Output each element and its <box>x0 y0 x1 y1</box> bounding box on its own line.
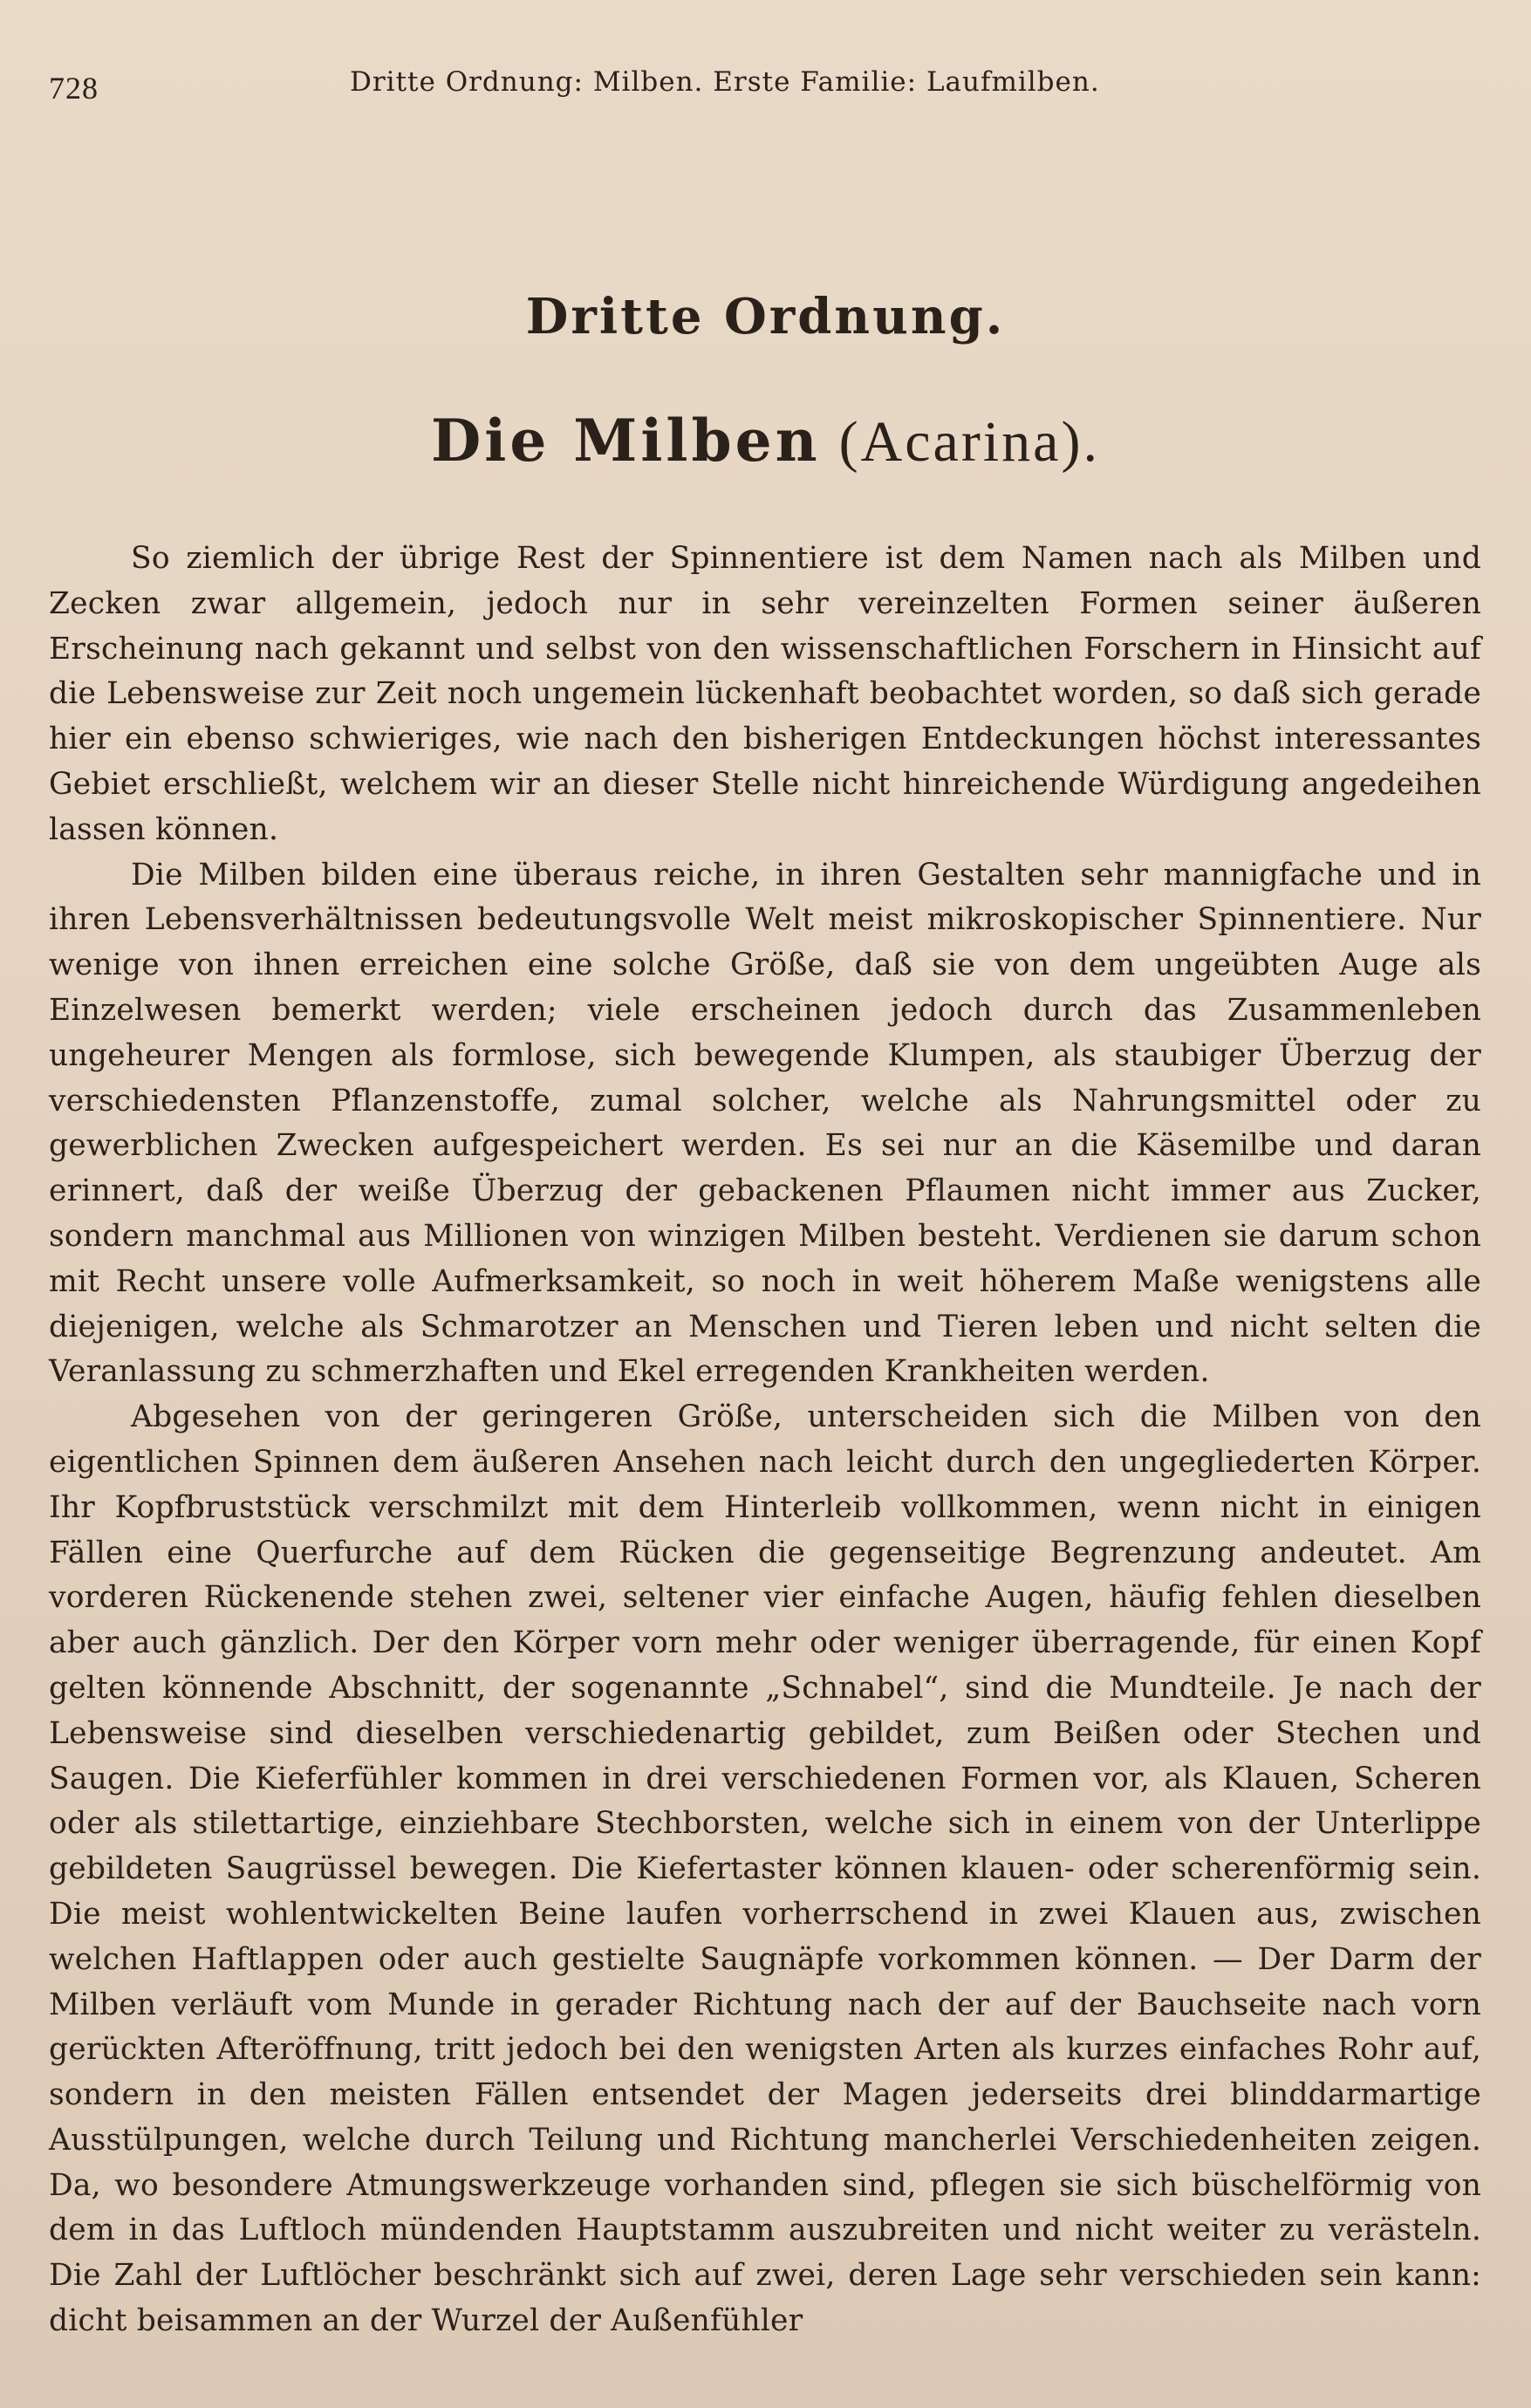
family-heading <box>0 401 1531 482</box>
paragraph-2: Die Milben bilden eine überaus reiche, in ihren Gestalten sehr mannigfache und in ihren Lebensverhältnissen bedeutungsvolle Welt meist mikroskopischer Spinnentiere. Nur wenige von ihnen erreichen eine solche Größe, daß sie von dem ungeübten Auge als Einzelwesen bemerkt werden; viele erscheinen jedoch durch das Zusammenleben ungeheurer Mengen als formlose, sich bewegende Klumpen, als staubiger Überzug der verschiedensten Pflanzenstoffe, zumal solcher, welche als Nahrungsmittel oder zu gewerblichen Zwecken aufgespeichert werden. Es sei nur an die Käsemilbe und daran erinnert, daß der weiße Überzug der gebackenen Pflaumen nicht immer aus Zucker, sondern manchmal aus Millionen von winzigen Milben besteht. Verdienen sie darum schon mit Recht unsere volle Aufmerksamkeit, so noch in weit höherem Maße wenigstens alle diejenigen, welche als Schmarotzer an Menschen und Tieren leben und nicht selten die Veranlassung zu schmerzhaften und Ekel erregenden Krankheiten werden. <box>49 857 1481 1390</box>
paragraph-1: So ziemlich der übrige Rest der Spinnentiere ist dem Namen nach als Milben und Zecken zwar allgemein, jedoch nur in sehr vereinzelten Formen seiner äußeren Erscheinung nach gekannt und selbst von den wissenschaftlichen Forschern in Hinsicht auf die Lebensweise zur Zeit noch ungemein lückenhaft beobachtet worden, so daß sich gerade hier ein ebenso schwieriges, wie nach den bisherigen Entdeckungen höchst interessantes Gebiet erschließt, welchem wir an dieser Stelle nicht hinreichende Würdigung angedeihen lassen können. <box>49 541 1481 847</box>
family-heading-german: Die Milben <box>431 407 821 475</box>
order-heading: Dritte Ordnung. <box>525 288 1006 345</box>
page-number: 728 <box>49 71 99 106</box>
paragraph-3: Abgesehen von der geringeren Größe, unterscheiden sich die Milben von den eigentlichen Spinnen dem äußeren Ansehen nach leicht durch den ungegliederten Körper. Ihr Kopfbruststück verschmilzt mit dem Hinterleib vollkommen, wenn nicht in einigen Fällen eine Querfurche auf dem Rücken die gegenseitige Begrenzung andeutet. Am vorderen Rückenende stehen zwei, seltener vier einfache Augen, häufig fehlen dieselben aber auch gänzlich. Der den Körper vorn mehr oder weniger überragende, für einen Kopf gelten könnende Abschnitt, der sogenannte „Schnabel“, sind die Mundteile. Je nach der Lebensweise sind dieselben verschiedenartig gebildet, zum Beißen oder Stechen und Saugen. Die Kieferfühler kommen in drei verschiedenen Formen vor, als Klauen, Scheren oder als stilettartige, einziehbare Stechborsten, welche sich in einem von der Unterlippe gebildeten Saugrüssel bewegen. Die Kiefertaster können klauen- oder scherenförmig sein. Die meist wohlentwickelten Beine laufen vorherrschend in zwei Klauen aus, zwischen welchen Haftlappen oder auch gestielte Saugnäpfe vorkommen können. — Der Darm der Milben verläuft vom Munde in gerader Richtung nach der auf der Bauchseite nach vorn gerückten Afteröffnung, tritt jedoch bei den wenigsten Arten als kurzes einfaches Rohr auf, sondern in den meisten Fällen entsendet der Magen jederseits drei blinddarmartige Ausstülpungen, welche durch Teilung und Richtung mancherlei Verschiedenheiten zeigen. Da, wo besondere Atmungswerkzeuge vorhanden sind, pflegen sie sich büschelförmig von dem in das Luftloch mündenden Hauptstamm auszubreiten und nicht weiter zu verästeln. Die Zahl der Luftlöcher beschränkt sich auf zwei, deren Lage sehr verschieden sein kann: dicht beisammen an der Wurzel der Außenfühler <box>49 1399 1481 2339</box>
body-text <box>49 537 1481 2344</box>
running-title: Dritte Ordnung: Milben. Erste Familie: Laufmilben. <box>350 66 1100 98</box>
running-head <box>49 63 1452 115</box>
family-heading-latin: (Acarina). <box>838 410 1100 474</box>
